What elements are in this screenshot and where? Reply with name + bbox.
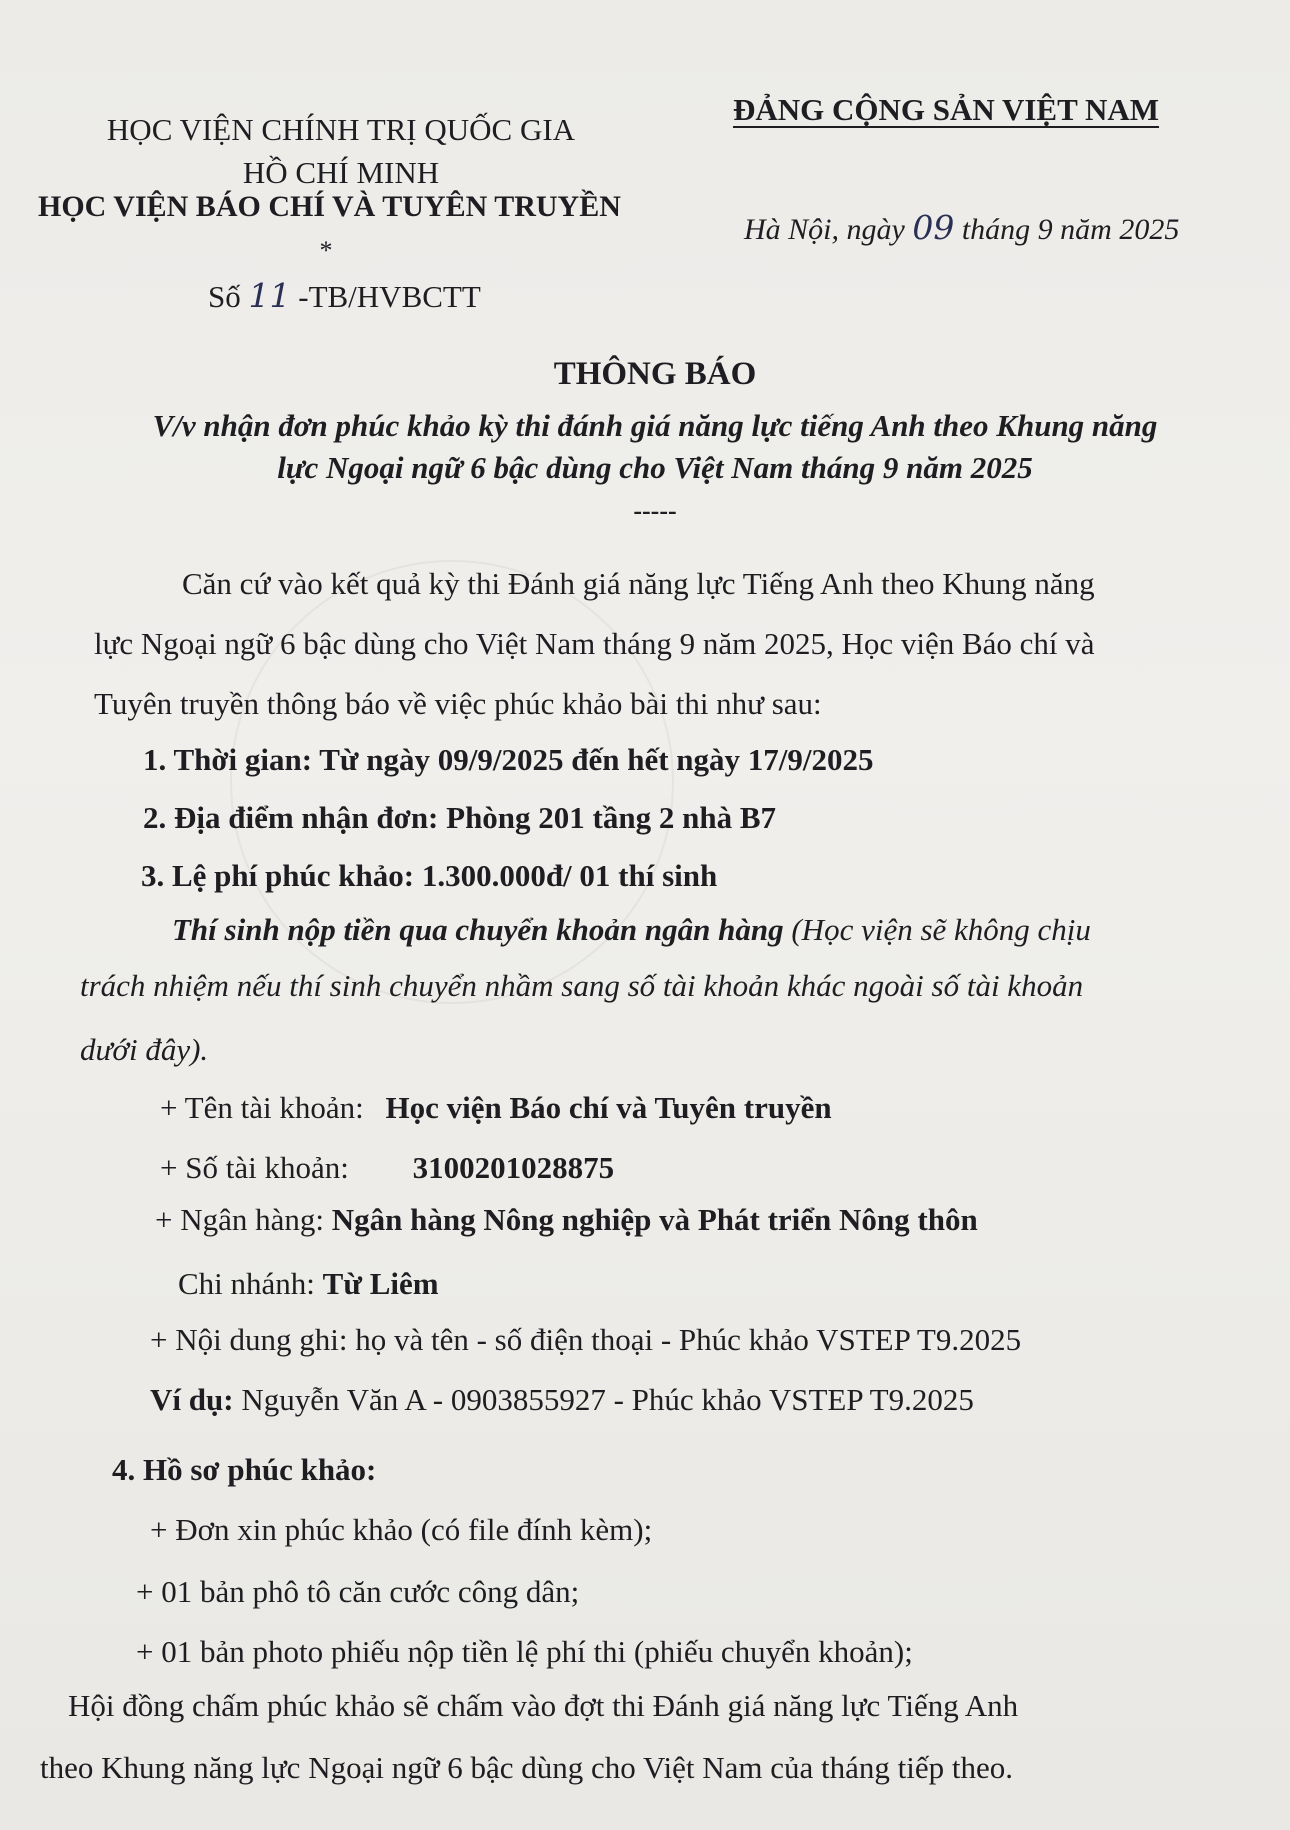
notice-subject-line-2: lực Ngoại ngữ 6 bậc dùng cho Việt Nam tháng 9 năm 2025 bbox=[277, 450, 1033, 485]
payment-note-line-2: trách nhiệm nếu thí sinh chuyển nhầm sang số tài khoản khác ngoài số tài khoản bbox=[80, 968, 1084, 1003]
intro-line-2: lực Ngoại ngữ 6 bậc dùng cho Việt Nam tháng 9 năm 2025, Học viện Báo chí và bbox=[94, 626, 1095, 661]
account-number-label: + Số tài khoản: bbox=[160, 1150, 349, 1185]
org-line-2: HỒ CHÍ MINH bbox=[242, 155, 440, 190]
bank-row bbox=[155, 1202, 978, 1238]
date-day-handwritten: 09 bbox=[912, 208, 955, 247]
branch-row bbox=[178, 1266, 439, 1302]
org-line-1: HỌC VIỆN CHÍNH TRỊ QUỐC GIA bbox=[106, 112, 576, 147]
closing-line-1: Hội đồng chấm phúc khảo sẽ chấm vào đợt thi Đánh giá năng lực Tiếng Anh bbox=[68, 1688, 1019, 1723]
notice-title: THÔNG BÁO bbox=[553, 356, 757, 392]
payment-note-rest: (Học viện sẽ không chịu bbox=[783, 912, 1091, 947]
item-fee: 3. Lệ phí phúc khảo: 1.300.000đ/ 01 thí sinh bbox=[141, 858, 718, 893]
dossier-item-2: + 01 bản phô tô căn cước công dân; bbox=[136, 1574, 580, 1609]
account-number-row bbox=[160, 1150, 614, 1186]
branch-label: Chi nhánh: bbox=[178, 1266, 315, 1301]
dossier-heading: 4. Hồ sơ phúc khảo: bbox=[112, 1452, 377, 1487]
account-name-label: + Tên tài khoản: bbox=[160, 1090, 364, 1125]
title-divider: ----- bbox=[633, 496, 677, 525]
org-line-3: HỌC VIỆN BÁO CHÍ VÀ TUYÊN TRUYỀN bbox=[38, 190, 621, 223]
intro-line-1: Căn cứ vào kết quả kỳ thi Đánh giá năng lực Tiếng Anh theo Khung năng bbox=[182, 566, 1095, 601]
dossier-item-1: + Đơn xin phúc khảo (có file đính kèm); bbox=[150, 1512, 653, 1547]
example-row bbox=[150, 1382, 974, 1418]
date-line bbox=[744, 208, 1179, 247]
doc-number-handwritten: 11 bbox=[248, 276, 291, 315]
doc-number-suffix: -TB/HVBCTT bbox=[298, 279, 481, 314]
doc-number-prefix: Số bbox=[208, 279, 241, 314]
intro-line-3: Tuyên truyền thông báo về việc phúc khảo bài thi như sau: bbox=[94, 686, 822, 721]
account-name-row bbox=[160, 1090, 832, 1126]
transfer-content-row: + Nội dung ghi: họ và tên - số điện thoại - Phúc khảo VSTEP T9.2025 bbox=[150, 1322, 1022, 1357]
payment-note-bold: Thí sinh nộp tiền qua chuyển khoản ngân hàng bbox=[172, 912, 784, 947]
bank-label: + Ngân hàng: bbox=[155, 1202, 325, 1237]
account-name-value: Học viện Báo chí và Tuyên truyền bbox=[385, 1090, 832, 1125]
item-time: 1. Thời gian: Từ ngày 09/9/2025 đến hết ngày 17/9/2025 bbox=[143, 742, 874, 777]
dossier-item-3: + 01 bản photo phiếu nộp tiền lệ phí thi (phiếu chuyển khoản); bbox=[136, 1634, 913, 1669]
date-prefix: Hà Nội, ngày bbox=[744, 213, 905, 246]
account-number-value: 3100201028875 bbox=[412, 1150, 615, 1185]
org-star: * bbox=[319, 236, 333, 265]
item-place: 2. Địa điểm nhận đơn: Phòng 201 tầng 2 nhà B7 bbox=[143, 800, 777, 835]
example-label: Ví dụ: bbox=[150, 1382, 234, 1417]
payment-note-line-1 bbox=[172, 912, 1091, 948]
notice-subject-line-1: V/v nhận đơn phúc khảo kỳ thi đánh giá năng lực tiếng Anh theo Khung năng bbox=[152, 408, 1158, 443]
example-value: Nguyễn Văn A - 0903855927 - Phúc khảo VSTEP T9.2025 bbox=[241, 1382, 974, 1417]
party-heading: ĐẢNG CỘNG SẢN VIỆT NAM bbox=[733, 92, 1160, 127]
branch-value: Từ Liêm bbox=[322, 1266, 439, 1301]
closing-line-2: theo Khung năng lực Ngoại ngữ 6 bậc dùng cho Việt Nam của tháng tiếp theo. bbox=[40, 1750, 1013, 1785]
date-suffix: tháng 9 năm 2025 bbox=[961, 213, 1180, 246]
bank-value: Ngân hàng Nông nghiệp và Phát triển Nông thôn bbox=[331, 1202, 978, 1237]
payment-note-line-3: dưới đây). bbox=[80, 1032, 209, 1067]
doc-number bbox=[208, 276, 481, 315]
